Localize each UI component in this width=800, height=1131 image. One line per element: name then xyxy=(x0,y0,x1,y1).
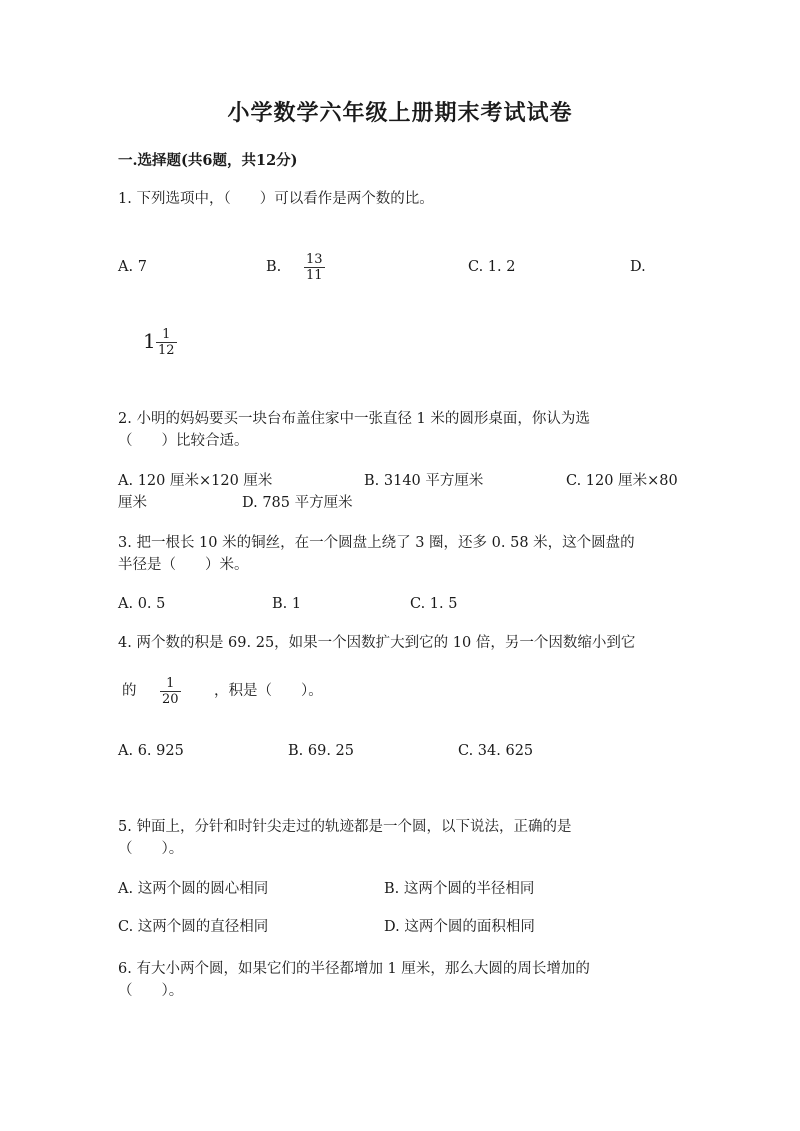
question-4-stem-pre: 的 xyxy=(122,683,137,699)
question-1-stem: 1. 下列选项中，（ ）可以看作是两个数的比。 xyxy=(118,191,434,207)
question-4-stem-post: ，积是（ ）。 xyxy=(214,683,323,699)
question-2-option-b: B. 3140 平方厘米 xyxy=(364,473,484,489)
question-5-option-c: C. 这两个圆的直径相同 xyxy=(118,919,269,935)
question-4-option-a: A. 6. 925 xyxy=(118,743,184,759)
question-3-option-b: B. 1 xyxy=(272,596,302,612)
question-2-option-c: C. 120 厘米×80 xyxy=(566,473,678,489)
fraction-denominator: 12 xyxy=(158,343,175,358)
question-6-stem-line-2: （ ）。 xyxy=(118,983,184,999)
page-title: 小学数学六年级上册期末考试试卷 xyxy=(227,100,573,126)
question-1-option-d-label: D. xyxy=(630,259,646,275)
question-1-option-c: C. 1. 2 xyxy=(468,259,516,275)
question-1-option-d-whole: 1 xyxy=(143,329,156,353)
fraction-numerator: 1 xyxy=(162,327,171,342)
question-5-stem-line-1: 5. 钟面上，分针和时针尖走过的轨迹都是一个圆，以下说法，正确的是 xyxy=(118,819,572,835)
fraction-denominator: 11 xyxy=(306,268,323,283)
fraction-numerator: 13 xyxy=(306,252,323,267)
question-2-stem-line-2: （ ）比较合适。 xyxy=(118,433,249,449)
question-4-option-c: C. 34. 625 xyxy=(458,743,534,759)
question-6-stem-line-1: 6. 有大小两个圆，如果它们的半径都增加 1 厘米，那么大圆的周长增加的 xyxy=(118,961,590,977)
question-2-option-d: D. 785 平方厘米 xyxy=(242,495,353,511)
question-3-stem-line-1: 3. 把一根长 10 米的铜丝，在一个圆盘上绕了 3 圈，还多 0. 58 米，这个圆盘的 xyxy=(118,535,635,551)
question-3-option-a: A. 0. 5 xyxy=(118,596,166,612)
question-3-option-c: C. 1. 5 xyxy=(410,596,458,612)
question-5-option-a: A. 这两个圆的圆心相同 xyxy=(118,881,269,897)
question-1-option-b-fraction xyxy=(304,252,325,283)
question-5-stem-line-2: （ ）。 xyxy=(118,841,184,857)
section-heading: 一.选择题(共6题，共12分) xyxy=(118,152,298,169)
question-1-option-b-label: B. xyxy=(266,259,282,275)
question-2-stem-line-1: 2. 小明的妈妈要买一块台布盖住家中一张直径 1 米的圆形桌面，你认为选 xyxy=(118,411,590,427)
question-4-stem-fraction xyxy=(160,676,181,707)
question-2-option-a: A. 120 厘米×120 厘米 xyxy=(118,473,273,489)
fraction-numerator: 1 xyxy=(166,676,175,691)
question-4-option-b: B. 69. 25 xyxy=(288,743,354,759)
question-3-stem-line-2: 半径是（ ）米。 xyxy=(118,557,249,573)
question-5-option-d: D. 这两个圆的面积相同 xyxy=(384,919,535,935)
question-4-stem-line-1: 4. 两个数的积是 69. 25，如果一个因数扩大到它的 10 倍，另一个因数缩小到它 xyxy=(118,635,636,651)
question-2-option-c-continued: 厘米 xyxy=(118,495,147,511)
fraction-denominator: 20 xyxy=(162,692,179,707)
question-5-option-b: B. 这两个圆的半径相同 xyxy=(384,881,535,897)
question-1-option-d-fraction xyxy=(156,327,177,358)
question-1-option-a: A. 7 xyxy=(118,259,147,275)
